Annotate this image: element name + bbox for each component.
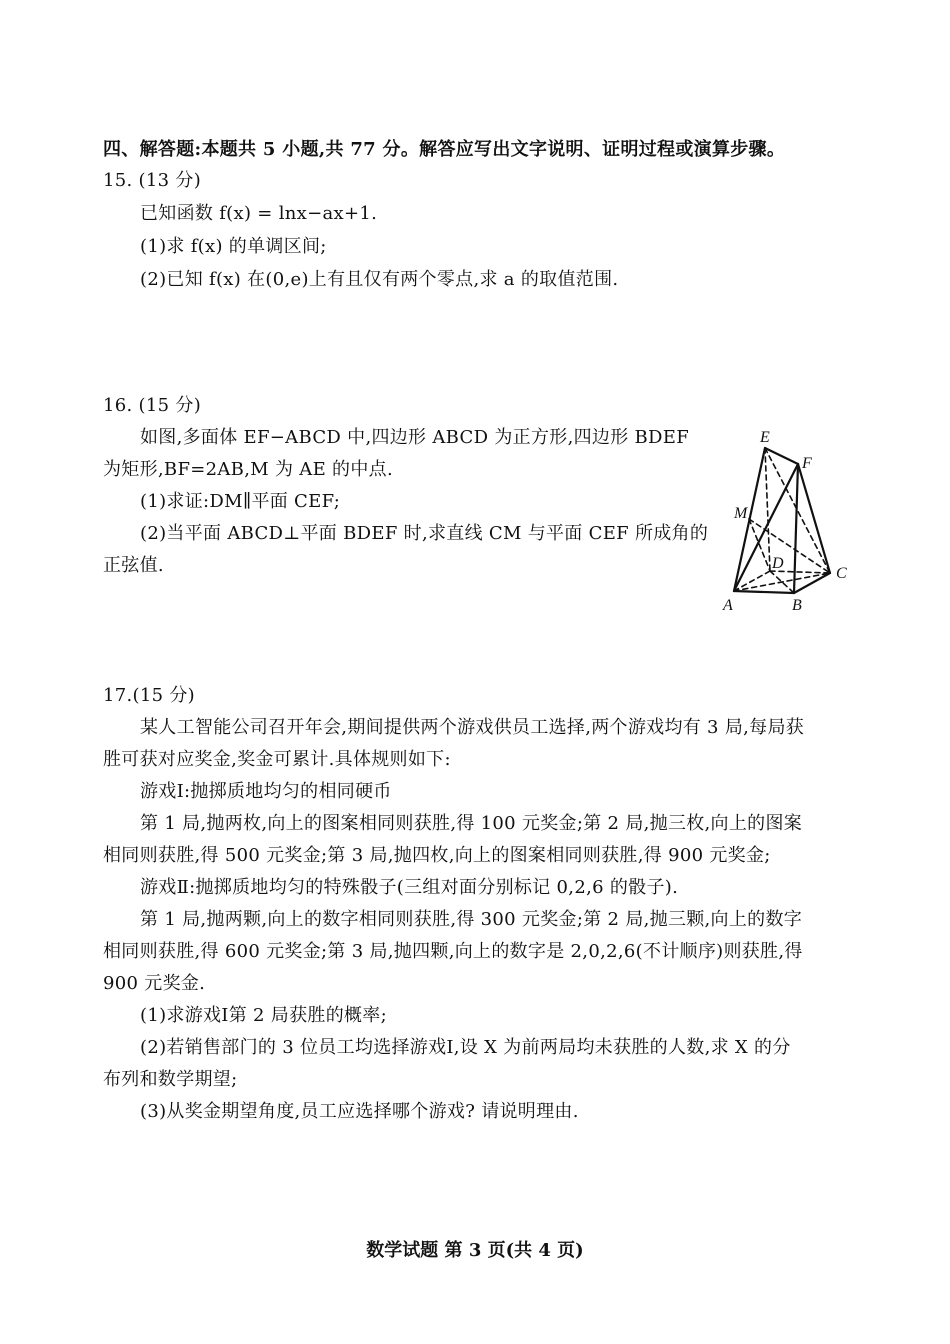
q16-part2-line1: (2)当平面 ABCD⊥平面 BDEF 时,求直线 CM 与平面 CEF 所成角的 bbox=[140, 523, 709, 544]
q15-part1: (1)求 f(x) 的单调区间; bbox=[140, 236, 327, 257]
q17-intro-line1: 某人工智能公司召开年会,期间提供两个游戏供员工选择,两个游戏均有 3 局,每局获 bbox=[140, 717, 805, 738]
q16-heading: 16. (15 分) bbox=[103, 395, 202, 416]
edge-FC bbox=[798, 464, 830, 573]
edge-FB bbox=[794, 464, 798, 593]
edge-AB bbox=[734, 591, 794, 593]
polyhedron-diagram bbox=[718, 428, 858, 616]
q17-part2-line1: (2)若销售部门的 3 位员工均选择游戏Ⅰ,设 X 为前两局均未获胜的人数,求 X 的分 bbox=[140, 1037, 791, 1058]
label-F: F bbox=[802, 455, 812, 472]
q17-part3: (3)从奖金期望角度,员工应选择哪个游戏? 请说明理由. bbox=[140, 1101, 579, 1122]
q15-stem: 已知函数 f(x) = lnx−ax+1. bbox=[140, 203, 378, 224]
q17-part1: (1)求游戏Ⅰ第 2 局获胜的概率; bbox=[140, 1005, 387, 1026]
q17-intro-line2: 胜可获对应奖金,奖金可累计.具体规则如下: bbox=[103, 749, 451, 770]
q17-part2-line2: 布列和数学期望; bbox=[103, 1069, 238, 1090]
q15-part2: (2)已知 f(x) 在(0,e)上有且仅有两个零点,求 a 的取值范围. bbox=[140, 269, 619, 290]
label-C: C bbox=[836, 565, 847, 582]
q16-part2-line2: 正弦值. bbox=[103, 555, 164, 576]
q17-game2-line1: 第 1 局,抛两颗,向上的数字相同则获胜,得 300 元奖金;第 2 局,抛三颗,向上的数字 bbox=[140, 909, 803, 930]
label-E: E bbox=[760, 429, 770, 446]
q17-heading: 17.(15 分) bbox=[103, 685, 195, 706]
edge-BC bbox=[794, 573, 830, 593]
label-D: D bbox=[772, 555, 784, 572]
label-A: A bbox=[723, 597, 733, 614]
q17-game2-line3: 900 元奖金. bbox=[103, 973, 206, 994]
edge-ED-hidden bbox=[765, 448, 770, 571]
q17-game1-line2: 相同则获胜,得 500 元奖金;第 3 局,抛四枚,向上的图案相同则获胜,得 900 元奖金; bbox=[103, 845, 771, 866]
q16-stem-line1: 如图,多面体 EF−ABCD 中,四边形 ABCD 为正方形,四边形 BDEF bbox=[140, 427, 689, 448]
q16-stem-line2: 为矩形,BF=2AB,M 为 AE 的中点. bbox=[103, 459, 393, 480]
edge-MC-hidden bbox=[749, 519, 830, 573]
label-B: B bbox=[792, 597, 802, 614]
q17-game1-title: 游戏Ⅰ:抛掷质地均匀的相同硬币 bbox=[140, 781, 392, 802]
q16-part1: (1)求证:DM∥平面 CEF; bbox=[140, 491, 341, 512]
q17-game2-line2: 相同则获胜,得 600 元奖金;第 3 局,抛四颗,向上的数字是 2,0,2,6(不计顺序)则获胜,得 bbox=[103, 941, 803, 962]
q17-game1-line1: 第 1 局,抛两枚,向上的图案相同则获胜,得 100 元奖金;第 2 局,抛三枚,向上的图案 bbox=[140, 813, 803, 834]
polyhedron-figure bbox=[718, 428, 858, 616]
label-M: M bbox=[734, 505, 748, 522]
section-header: 四、解答题:本题共 5 小题,共 77 分。解答应写出文字说明、证明过程或演算步骤。 bbox=[103, 139, 786, 160]
q15-heading: 15. (13 分) bbox=[103, 170, 202, 191]
q17-game2-title: 游戏Ⅱ:抛掷质地均匀的特殊骰子(三组对面分别标记 0,2,6 的骰子). bbox=[140, 877, 679, 898]
page-footer: 数学试题 第 3 页(共 4 页) bbox=[366, 1240, 584, 1261]
